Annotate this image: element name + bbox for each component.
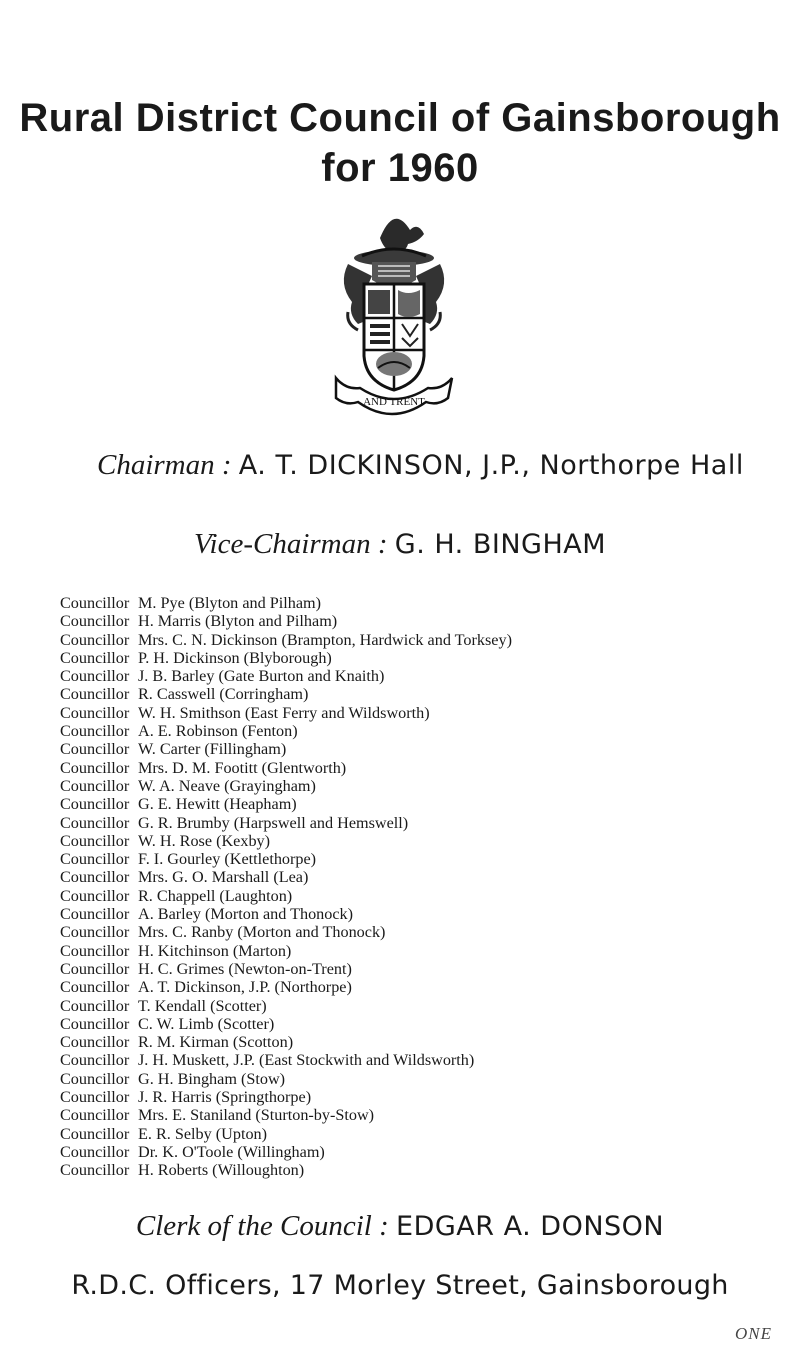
councillor-entry: F. I. Gourley (Kettlethorpe)	[138, 850, 317, 869]
councillor-entry: Dr. K. O'Toole (Willingham)	[138, 1142, 325, 1161]
document-year: for 1960	[321, 146, 479, 190]
councillor-title: Councillor	[60, 1124, 130, 1143]
chairman-line	[0, 448, 800, 483]
councillor-entry: M. Pye (Blyton and Pilham)	[138, 594, 322, 612]
councillor-entry: Mrs. C. Ranby (Morton and Thonock)	[138, 923, 386, 942]
councillor-title: Councillor	[60, 776, 130, 795]
councillor-title: Councillor	[60, 594, 130, 612]
councillor-title: Councillor	[60, 758, 130, 777]
councillor-entry: A. E. Robinson (Fenton)	[138, 722, 298, 741]
councillor-row	[60, 923, 795, 941]
councillor-title: Councillor	[60, 1014, 130, 1033]
vice-chairman-name: G. H. BINGHAM	[394, 529, 607, 560]
councillor-entry: R. Chappell (Laughton)	[138, 886, 293, 905]
councillor-row	[60, 685, 795, 703]
councillor-title: Councillor	[60, 1106, 130, 1125]
council-crest-icon	[328, 200, 460, 424]
councillor-entry: Mrs. C. N. Dickinson (Brampton, Hardwick and Torksey)	[138, 630, 512, 649]
councillor-title: Councillor	[60, 740, 130, 759]
councillor-title: Councillor	[60, 831, 130, 850]
councillor-row	[60, 978, 795, 996]
councillor-row	[60, 1088, 795, 1106]
clerk-name: EDGAR A. DONSON	[396, 1211, 665, 1242]
councillor-entry: T. Kendall (Scotter)	[138, 996, 267, 1015]
councillor-title: Councillor	[60, 978, 130, 997]
councillor-row	[60, 960, 795, 978]
vice-chairman-line	[0, 527, 800, 562]
councillor-entry: J. B. Barley (Gate Burton and Knaith)	[138, 667, 385, 686]
crest-motto: AND TRENT	[363, 396, 425, 408]
councillor-entry: G. E. Hewitt (Heapham)	[138, 795, 297, 814]
councillor-row	[60, 1015, 795, 1033]
councillor-entry: W. Carter (Fillingham)	[138, 740, 287, 759]
councillor-title: Councillor	[60, 868, 130, 887]
councillor-entry: G. H. Bingham (Stow)	[138, 1069, 286, 1088]
councillor-entry: A. T. Dickinson, J.P. (Northorpe)	[138, 978, 352, 997]
councillor-entry: A. Barley (Morton and Thonock)	[138, 905, 354, 924]
councillor-title: Councillor	[60, 923, 130, 942]
councillor-entry: Mrs. G. O. Marshall (Lea)	[138, 868, 309, 887]
vice-chairman-label: Vice-Chairman :	[193, 528, 388, 560]
councillor-title: Councillor	[60, 959, 130, 978]
councillor-row	[60, 814, 795, 832]
councillor-entry: E. R. Selby (Upton)	[138, 1124, 268, 1143]
councillor-title: Councillor	[60, 1051, 130, 1070]
councillor-row	[60, 997, 795, 1015]
councillor-entry: R. M. Kirman (Scotton)	[138, 1033, 294, 1052]
chairman-name: A. T. DICKINSON, J.P., Northorpe Hall	[238, 450, 744, 481]
councillor-title: Councillor	[60, 1088, 130, 1107]
councillor-entry: C. W. Limb (Scotter)	[138, 1014, 275, 1033]
office-address: R.D.C. Officers, 17 Morley Street, Gainsborough	[71, 1270, 729, 1301]
councillor-entry: Mrs. D. M. Footitt (Glentworth)	[138, 758, 347, 777]
councillor-title: Councillor	[60, 703, 130, 722]
councillor-entry: H. C. Grimes (Newton-on-Trent)	[138, 959, 352, 978]
councillor-title: Councillor	[60, 886, 130, 905]
councillor-entry: G. R. Brumby (Harpswell and Hemswell)	[138, 813, 409, 832]
councillor-entry: P. H. Dickinson (Blyborough)	[138, 648, 332, 667]
councillor-row	[60, 868, 795, 886]
councillor-title: Councillor	[60, 612, 130, 631]
councillor-entry: W. A. Neave (Grayingham)	[138, 776, 316, 795]
councillor-row	[60, 1125, 795, 1143]
councillor-title: Councillor	[60, 1033, 130, 1052]
councillor-row	[60, 777, 795, 795]
councillor-title: Councillor	[60, 630, 130, 649]
councillor-row	[60, 850, 795, 868]
councillor-row	[60, 1106, 795, 1124]
councillor-title: Councillor	[60, 648, 130, 667]
councillor-row	[60, 704, 795, 722]
clerk-line	[0, 1209, 800, 1244]
councillor-entry: W. H. Rose (Kexby)	[138, 831, 271, 850]
councillor-title: Councillor	[60, 1142, 130, 1161]
councillor-row	[60, 667, 795, 685]
councillor-title: Councillor	[60, 813, 130, 832]
councillor-row	[60, 1143, 795, 1161]
councillor-title: Councillor	[60, 685, 130, 704]
councillor-row	[60, 594, 795, 612]
document-title: Rural District Council of Gainsborough	[19, 96, 781, 140]
councillor-entry: J. H. Muskett, J.P. (East Stockwith and Wildsworth)	[138, 1051, 475, 1070]
councillor-row	[60, 887, 795, 905]
councillor-row	[60, 722, 795, 740]
councillor-entry: Mrs. E. Staniland (Sturton-by-Stow)	[138, 1106, 375, 1125]
councillor-row	[60, 631, 795, 649]
councillor-row	[60, 649, 795, 667]
councillor-entry: J. R. Harris (Springthorpe)	[138, 1088, 312, 1107]
councillor-entry: R. Casswell (Corringham)	[138, 685, 309, 704]
councillor-title: Councillor	[60, 722, 130, 741]
chairman-label: Chairman :	[97, 449, 232, 481]
councillor-title: Councillor	[60, 905, 130, 924]
councillor-row	[60, 1051, 795, 1069]
councillor-title: Councillor	[60, 667, 130, 686]
councillor-entry: H. Roberts (Willoughton)	[138, 1161, 305, 1180]
councillor-title: Councillor	[60, 996, 130, 1015]
councillor-row	[60, 1033, 795, 1051]
councillor-row	[60, 832, 795, 850]
councillor-title: Councillor	[60, 850, 130, 869]
councillor-row	[60, 1070, 795, 1088]
councillor-entry: H. Kitchinson (Marton)	[138, 941, 292, 960]
page-number: ONE	[735, 1324, 772, 1343]
councillor-row	[60, 612, 795, 630]
councillor-row	[60, 759, 795, 777]
councillor-title: Councillor	[60, 941, 130, 960]
councillor-title: Councillor	[60, 1161, 130, 1180]
councillor-row	[60, 1161, 795, 1179]
councillor-row	[60, 942, 795, 960]
councillor-row	[60, 795, 795, 813]
councillor-entry: H. Marris (Blyton and Pilham)	[138, 612, 338, 631]
councillor-row	[60, 740, 795, 758]
councillor-row	[60, 905, 795, 923]
councillor-entry: W. H. Smithson (East Ferry and Wildsworth)	[138, 703, 430, 722]
councillor-title: Councillor	[60, 1069, 130, 1088]
clerk-label: Clerk of the Council :	[135, 1210, 389, 1242]
councillor-title: Councillor	[60, 795, 130, 814]
councillor-list	[60, 594, 795, 1180]
